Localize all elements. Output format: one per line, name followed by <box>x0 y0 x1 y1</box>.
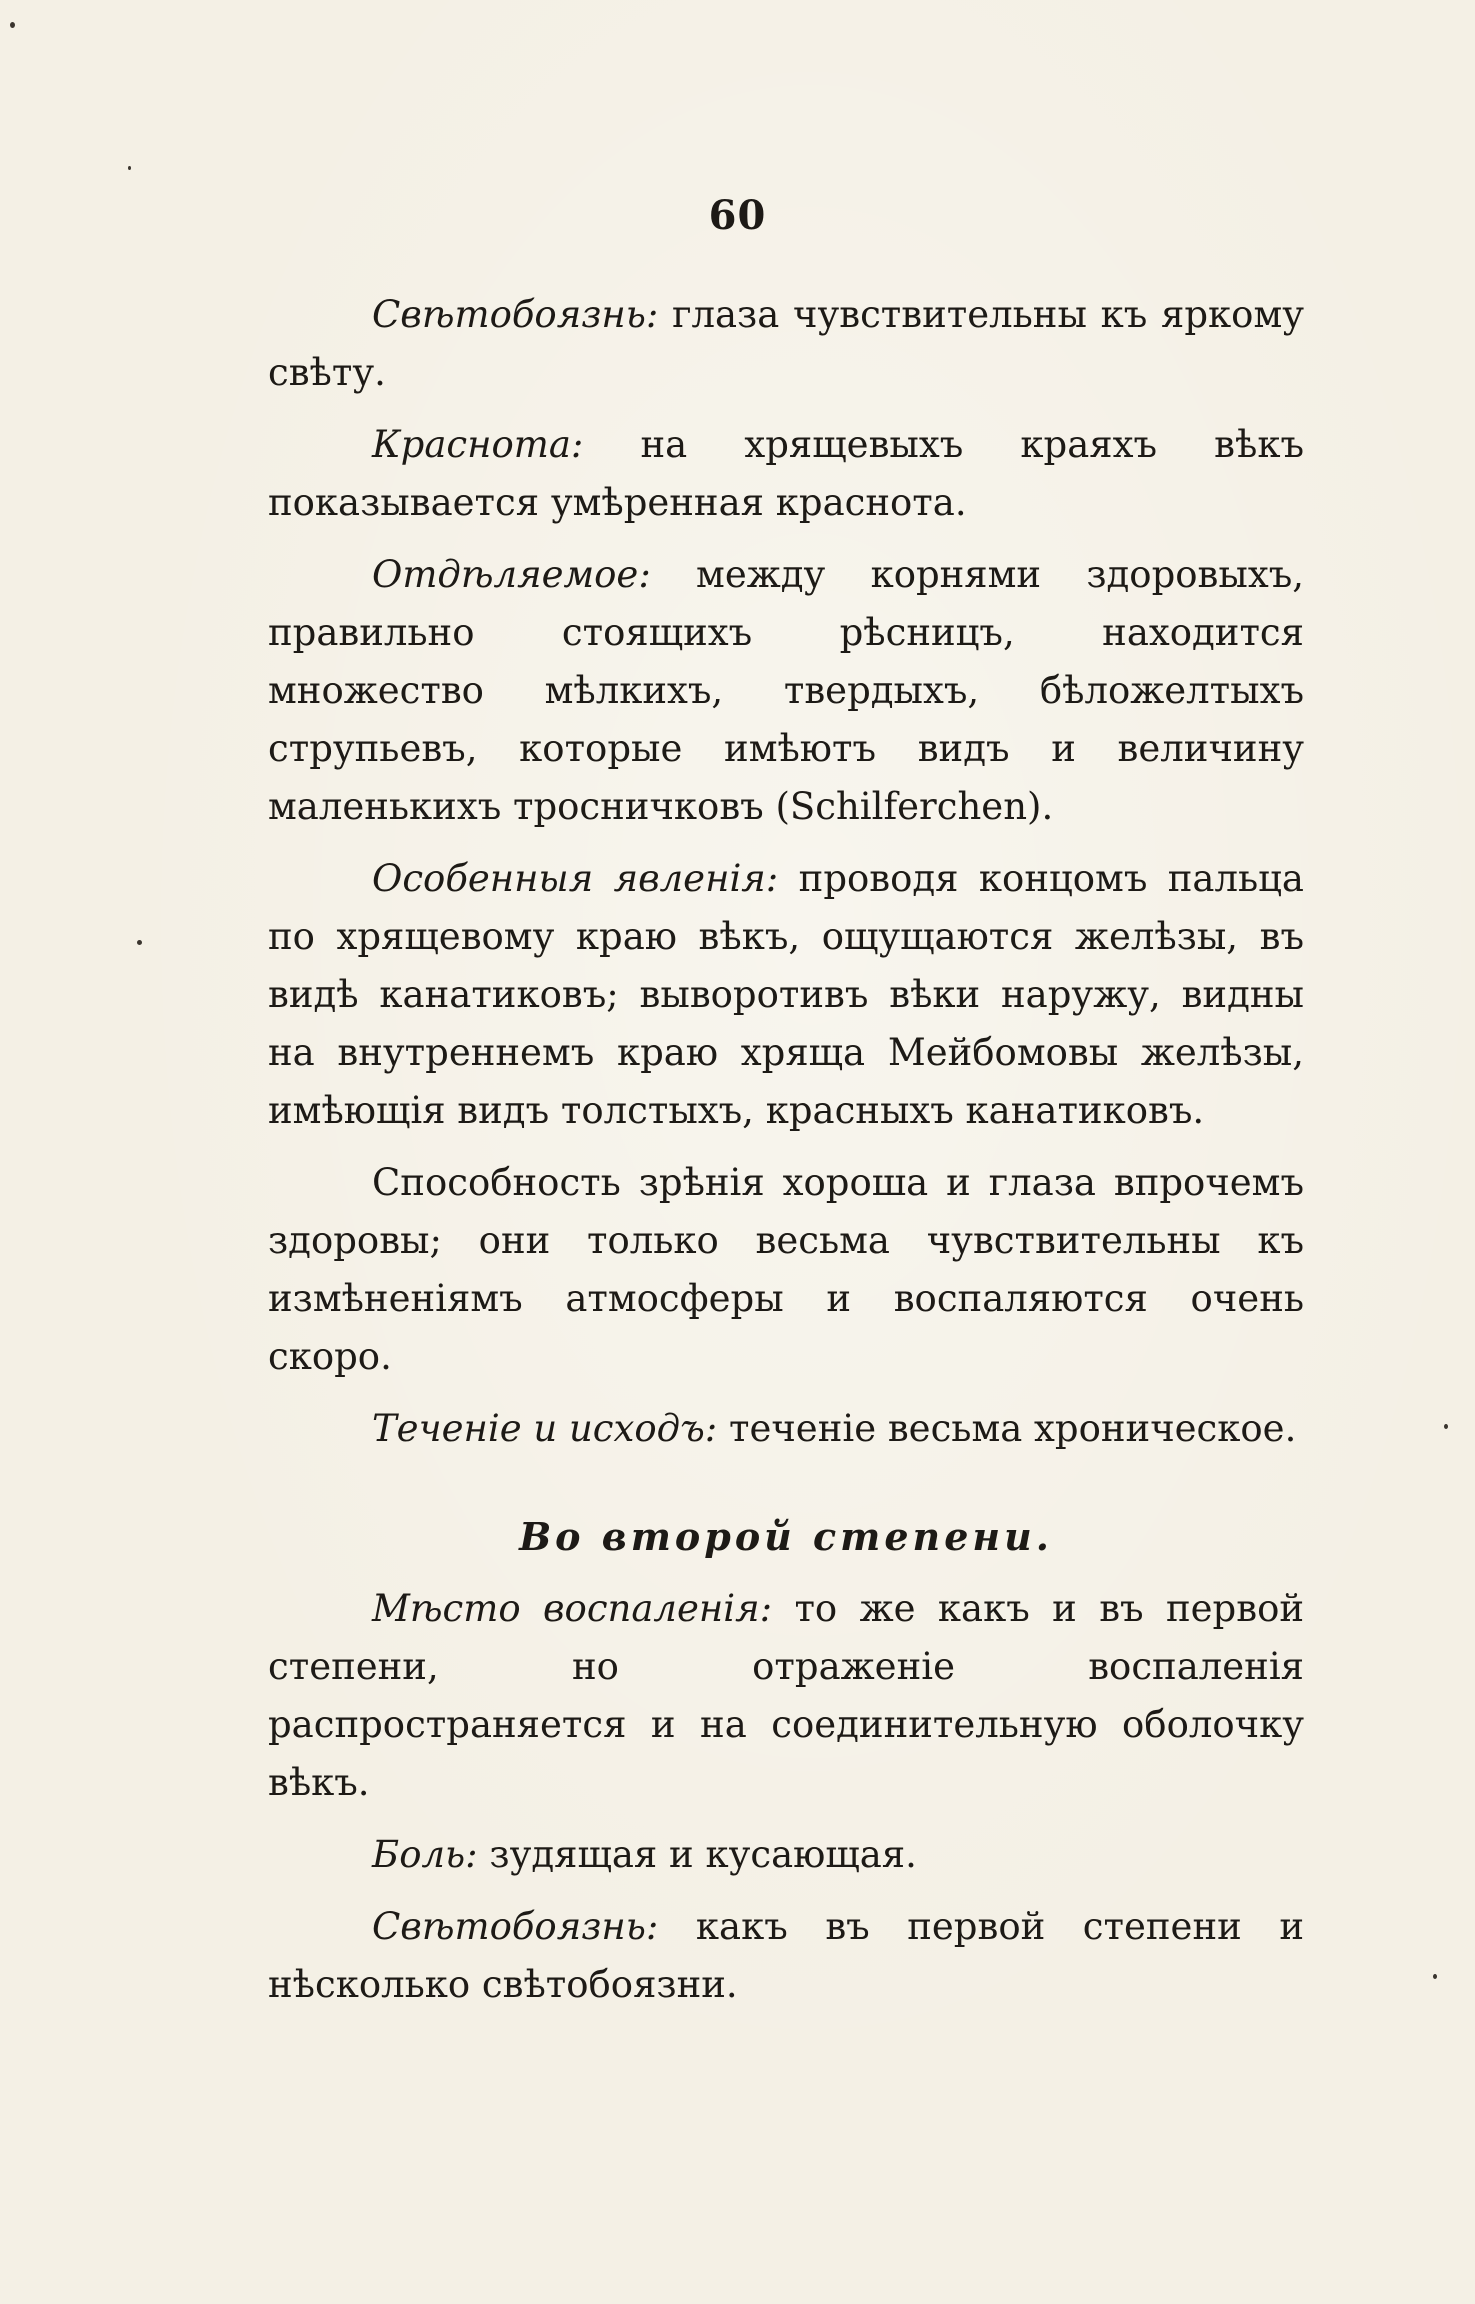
paragraph-text: глаза чувствительны къ яркому свѣту. <box>268 293 1304 394</box>
term-label: Свѣтобоязнь: <box>372 293 659 336</box>
term-label: Отдѣляемое: <box>372 553 651 596</box>
paragraph-text: теченіе весьма хроническое. <box>717 1407 1297 1450</box>
print-speck <box>1433 1974 1437 1979</box>
paragraph-discharge <box>268 546 1304 836</box>
paragraph-redness <box>268 416 1304 532</box>
paragraph-text: какъ въ первой степени и нѣсколько свѣтобоязни. <box>268 1905 1304 2006</box>
paragraph-pain <box>268 1826 1304 1884</box>
term-label: Свѣтобоязнь: <box>372 1905 659 1948</box>
paragraph-text: зудящая и кусающая. <box>477 1833 917 1876</box>
term-label: Теченіе и исходъ: <box>372 1407 718 1450</box>
paragraph-special-phenomena <box>268 850 1304 1140</box>
body-text <box>268 286 1304 2028</box>
term-label: Особенныя явленія: <box>372 857 779 900</box>
print-speck <box>10 22 15 28</box>
page-number: 60 <box>708 192 767 239</box>
term-label: Боль: <box>372 1833 478 1876</box>
paragraph-site-of-inflammation <box>268 1580 1304 1812</box>
paragraph-photophobia-2 <box>268 1898 1304 2014</box>
paragraph-course <box>268 1400 1304 1458</box>
print-speck <box>137 940 142 945</box>
paragraph-vision <box>268 1154 1304 1386</box>
term-label: Мѣсто воспаленія: <box>372 1587 773 1630</box>
section-heading: Во второй степени. <box>519 1514 1053 1559</box>
paragraph-text: проводя концомъ пальца по хрящевому краю вѣкъ, ощущаются желѣзы, въ видѣ канатиковъ; выворотивъ вѣки наружу, видны на внутреннемъ краю хряща Мейбомовы желѣзы, имѣющія видъ толстыхъ, красныхъ канатиковъ. <box>268 857 1304 1132</box>
paragraph-photophobia <box>268 286 1304 402</box>
paragraph-text: на хрящевыхъ краяхъ вѣкъ показывается умѣренная краснота. <box>268 423 1304 524</box>
term-label: Краснота: <box>372 423 584 466</box>
print-speck <box>1444 1424 1448 1429</box>
print-speck <box>128 166 131 170</box>
paragraph-text: то же какъ и въ первой степени, но отраженіе воспаленія распространяется и на соединительную оболочку вѣкъ. <box>268 1587 1305 1804</box>
paragraph-text: между корнями здоровыхъ, правильно стоящихъ рѣсницъ, находится множество мѣлкихъ, твердыхъ, бѣложелтыхъ струпьевъ, которые имѣютъ видъ и величину маленькихъ тросничковъ (Schilferchen). <box>268 553 1304 828</box>
paragraph-text: Способность зрѣнія хороша и глаза впрочемъ здоровы; они только весьма чувствительны къ измѣненіямъ атмосферы и воспаляются очень скоро. <box>268 1161 1304 1378</box>
